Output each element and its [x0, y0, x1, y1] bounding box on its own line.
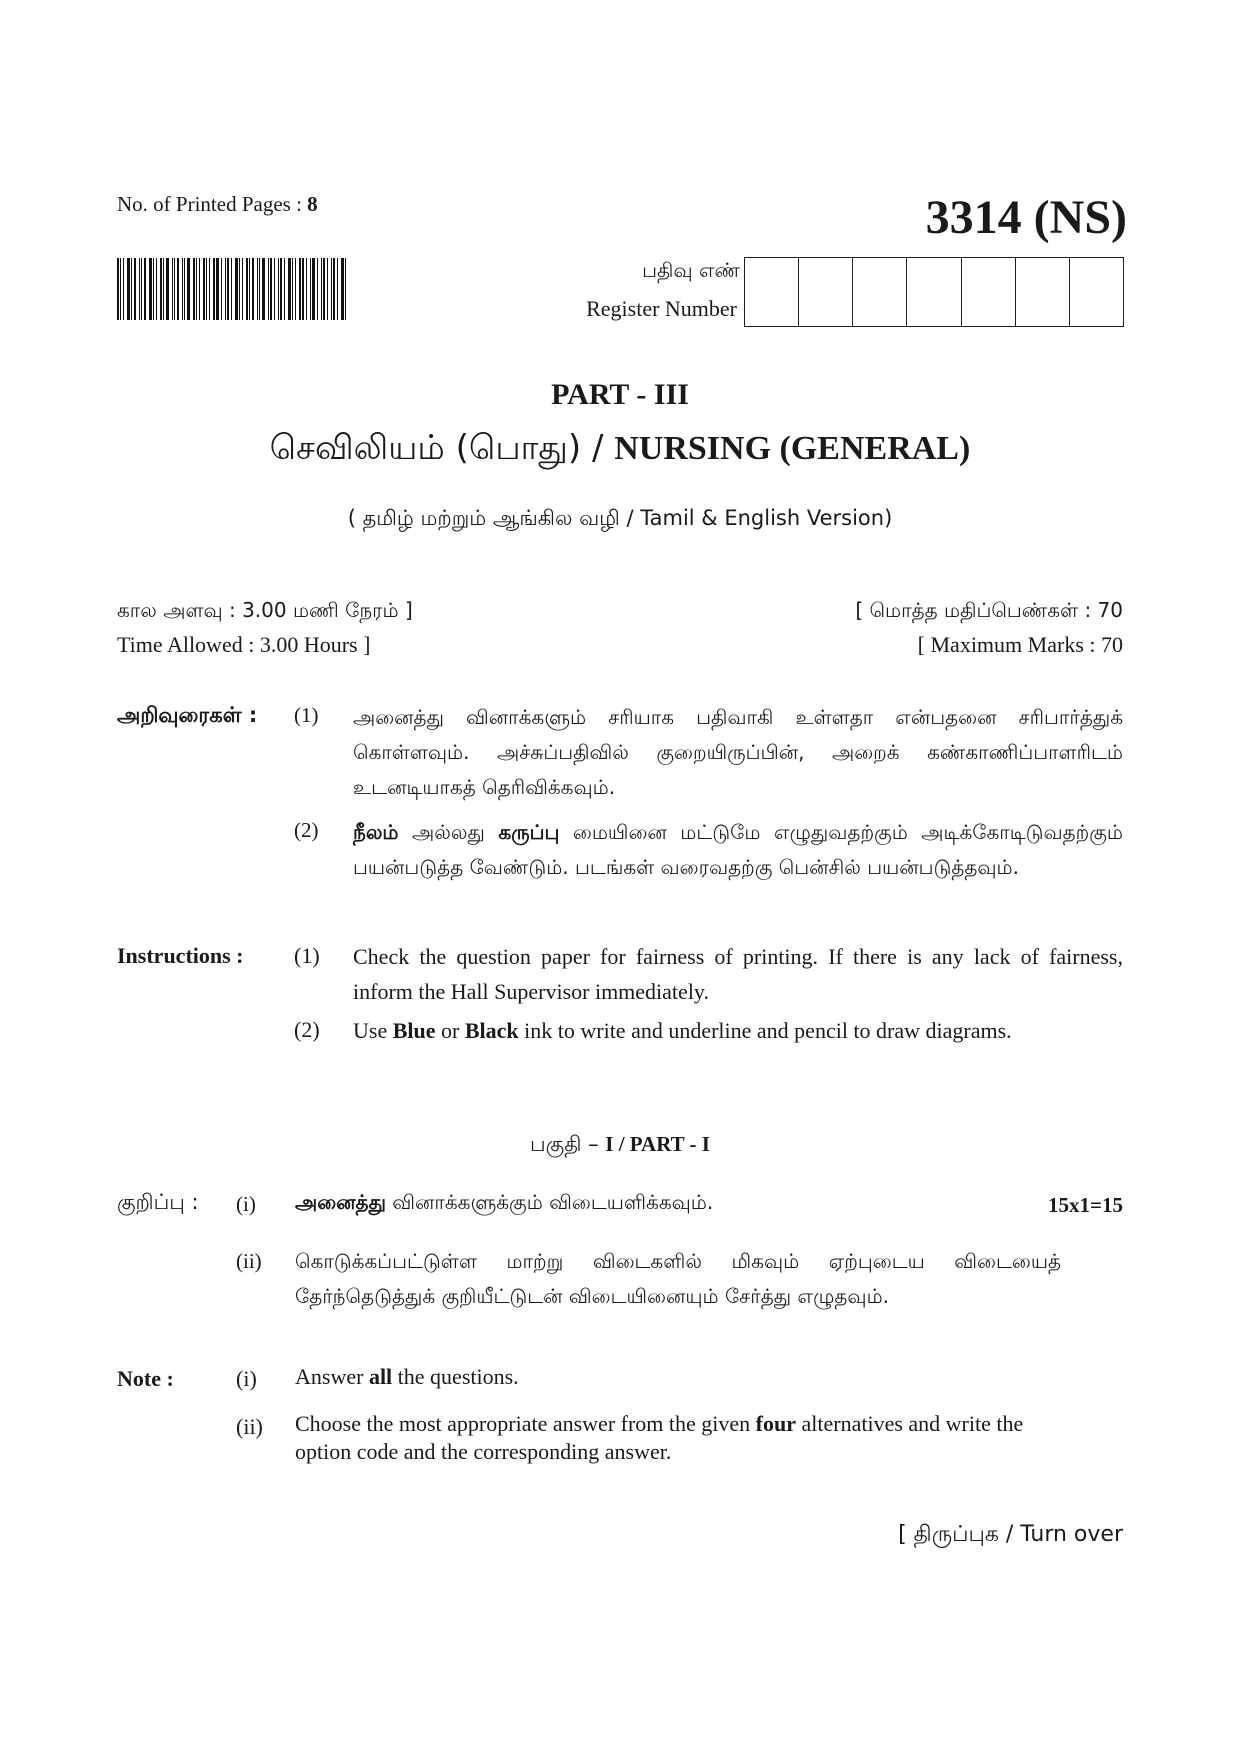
blue-word-tamil: நீலம்: [353, 820, 399, 844]
barcode-bar: [141, 258, 142, 320]
instructions-label: Instructions :: [117, 943, 244, 968]
barcode-bar: [166, 258, 169, 320]
barcode-bar: [172, 258, 173, 320]
instruction-tamil-1: அனைத்து வினாக்களும் சரியாக பதிவாகி உள்ளதா என்பதனை சரிபார்த்துக் கொள்ளவும். அச்சுப்பதிவில் குறையிருப்பின், அறைக் கண்காணிப்பாளரிடம் உடனடியாகத் தெரிவிக்கவும்.: [353, 705, 1123, 799]
medium-version: ( தமிழ் மற்றும் ஆங்கில வழி / Tamil & English Version): [347, 506, 893, 530]
barcode-bar: [139, 258, 140, 320]
barcode-bar: [144, 258, 146, 320]
register-number-boxes[interactable]: [744, 257, 1124, 327]
part-title: PART - III: [551, 378, 689, 411]
note-tamil-1: [295, 1190, 713, 1217]
barcode-bar: [278, 258, 279, 320]
barcode-bar: [242, 258, 243, 320]
register-number-label: Register Number: [586, 296, 737, 321]
barcode-bar: [149, 258, 152, 320]
barcode-bar: [274, 258, 275, 320]
barcode-bar: [331, 258, 332, 320]
barcode-bar: [134, 258, 136, 320]
note-label-tamil: குறிப்பு :: [117, 1190, 199, 1214]
printed-pages-value: 8: [307, 192, 318, 216]
note-text: Choose the most appropriate answer from the given: [295, 1411, 756, 1436]
barcode-image: [117, 258, 351, 320]
barcode-bar: [284, 258, 285, 320]
instruction-english-1: Check the question paper for fairness of printing. If there is any lack of fairness, inform the Hall Supervisor immediately.: [353, 944, 1123, 1004]
note-text: alternatives and write the option code and the corresponding answer.: [295, 1411, 1024, 1464]
section-heading-english: I / PART - I: [605, 1132, 710, 1156]
blue-word: Blue: [392, 1018, 436, 1043]
barcode-bar: [156, 258, 157, 320]
note-number: (ii): [236, 1249, 262, 1273]
note-tamil-2: கொடுக்கப்பட்டுள்ள மாற்று விடைகளில் மிகவும் ஏற்புடைய விடையைத் தேர்ந்தெடுத்துக் குறியீட்டுடன் விடையினையும் சேர்த்து எழுதவும்.: [295, 1249, 1061, 1308]
barcode-bar: [120, 258, 121, 320]
black-word: Black: [464, 1018, 519, 1043]
barcode-bar: [235, 258, 238, 320]
barcode-bar: [187, 258, 190, 320]
instruction-number: (2): [294, 1017, 320, 1042]
barcode-bar: [160, 258, 162, 320]
barcode-bar: [182, 258, 183, 320]
barcode-bar: [216, 258, 219, 320]
register-digit-box[interactable]: [853, 258, 907, 326]
instruction-number: (2): [294, 818, 319, 842]
barcode-bar: [131, 258, 132, 320]
marks-formula: 15x1=15: [1048, 1193, 1123, 1217]
barcode-bar: [280, 258, 282, 320]
barcode-bar: [317, 258, 318, 320]
printed-pages-label: No. of Printed Pages :: [117, 192, 308, 216]
register-digit-box[interactable]: [1016, 258, 1070, 326]
maximum-marks: [ Maximum Marks : 70: [917, 632, 1123, 657]
barcode-bar: [333, 258, 335, 320]
barcode-bar: [292, 258, 293, 320]
barcode-bar: [310, 258, 311, 320]
barcode-bar: [262, 258, 265, 320]
barcode-bar: [221, 258, 222, 320]
barcode-bar: [341, 258, 344, 320]
barcode-bar: [299, 258, 301, 320]
barcode-bar: [345, 258, 346, 320]
register-number-label-tamil: பதிவு எண்: [642, 258, 740, 282]
time-allowed-tamil: கால அளவு : 3.00 மணி நேரம் ]: [117, 598, 413, 622]
note-label: Note :: [117, 1366, 174, 1391]
barcode-bar: [174, 258, 175, 320]
four-word: four: [755, 1411, 796, 1436]
barcode-bar: [117, 258, 119, 320]
instruction-tamil-2: [353, 815, 1123, 885]
barcode-bar: [231, 258, 232, 320]
instruction-text: ink to write and underline and pencil to draw diagrams.: [518, 1018, 1012, 1043]
note-number: (i): [236, 1366, 257, 1391]
barcode-bar: [268, 258, 269, 320]
barcode-bar: [257, 258, 258, 320]
subject-title: [0, 428, 1240, 472]
register-digit-box[interactable]: [962, 258, 1016, 326]
barcode-bar: [252, 258, 254, 320]
barcode-bar: [327, 258, 328, 320]
section-heading: [0, 1132, 1240, 1159]
barcode-bar: [206, 258, 207, 320]
barcode-bar: [270, 258, 272, 320]
barcode-bar: [209, 258, 210, 320]
barcode-bar: [163, 258, 164, 320]
turn-over-note: [ திருப்புக / Turn over: [898, 1522, 1123, 1547]
barcode-bar: [127, 258, 130, 320]
barcode-bar: [239, 258, 240, 320]
instruction-number: (1): [294, 703, 319, 727]
register-digit-box[interactable]: [907, 258, 961, 326]
instructions-label-tamil: அறிவுரைகள் :: [117, 703, 258, 727]
barcode-bar: [227, 258, 229, 320]
instruction-english-2: [353, 1013, 1143, 1048]
barcode-bar: [337, 258, 338, 320]
barcode-bar: [295, 258, 296, 320]
printed-pages-count: [117, 192, 318, 217]
register-digit-box[interactable]: [1070, 258, 1123, 326]
barcode-bar: [203, 258, 205, 320]
instruction-text: Use: [353, 1018, 393, 1043]
note-number: (i): [236, 1192, 256, 1216]
barcode-bar: [199, 258, 200, 320]
barcode-bar: [323, 258, 325, 320]
barcode-bar: [321, 258, 322, 320]
barcode-bar: [196, 258, 197, 320]
note-english-2: [295, 1410, 1065, 1466]
barcode-bar: [193, 258, 195, 320]
barcode-bar: [246, 258, 248, 320]
note-text: வினாக்களுக்கும் விடையளிக்கவும்.: [385, 1190, 714, 1214]
instruction-text: மையினை மட்டுமே எழுதுவதற்கும் அடிக்கோடிடுவதற்கும் பயன்படுத்த வேண்டும். படங்கள் வரைவதற்கு பென்சில் பயன்படுத்தவும்.: [353, 820, 1123, 879]
all-word-tamil: அனைத்து: [295, 1190, 386, 1214]
note-english-1: [295, 1364, 519, 1390]
note-text: the questions.: [392, 1364, 519, 1389]
instruction-text: or: [435, 1018, 465, 1043]
barcode-bar: [177, 258, 179, 320]
barcode-bar: [306, 258, 307, 320]
section-heading-tamil: பகுதி –: [530, 1132, 606, 1156]
barcode-bar: [153, 258, 154, 320]
instruction-number: (1): [294, 943, 320, 968]
note-text: Answer: [295, 1364, 369, 1389]
register-digit-box[interactable]: [799, 258, 853, 326]
maximum-marks-tamil: [ மொத்த மதிப்பெண்கள் : 70: [855, 598, 1123, 622]
all-word: all: [368, 1364, 393, 1389]
subject-title-english: NURSING (GENERAL): [614, 430, 971, 467]
barcode-bar: [225, 258, 226, 320]
barcode-bar: [184, 258, 185, 320]
barcode-bar: [123, 258, 124, 320]
time-allowed: Time Allowed : 3.00 Hours ]: [117, 632, 371, 657]
barcode-bar: [312, 258, 315, 320]
instruction-text: அல்லது: [398, 820, 499, 844]
black-word-tamil: கருப்பு: [498, 820, 560, 844]
paper-code: 3314 (NS): [925, 191, 1127, 244]
barcode-bar: [259, 258, 260, 320]
barcode-bar: [302, 258, 304, 320]
barcode-bar: [288, 258, 291, 320]
note-number: (ii): [236, 1414, 263, 1439]
barcode-bar: [213, 258, 215, 320]
barcode-bar: [249, 258, 250, 320]
subject-title-tamil: செவிலியம் (பொது) /: [269, 428, 615, 468]
register-digit-box[interactable]: [745, 258, 799, 326]
